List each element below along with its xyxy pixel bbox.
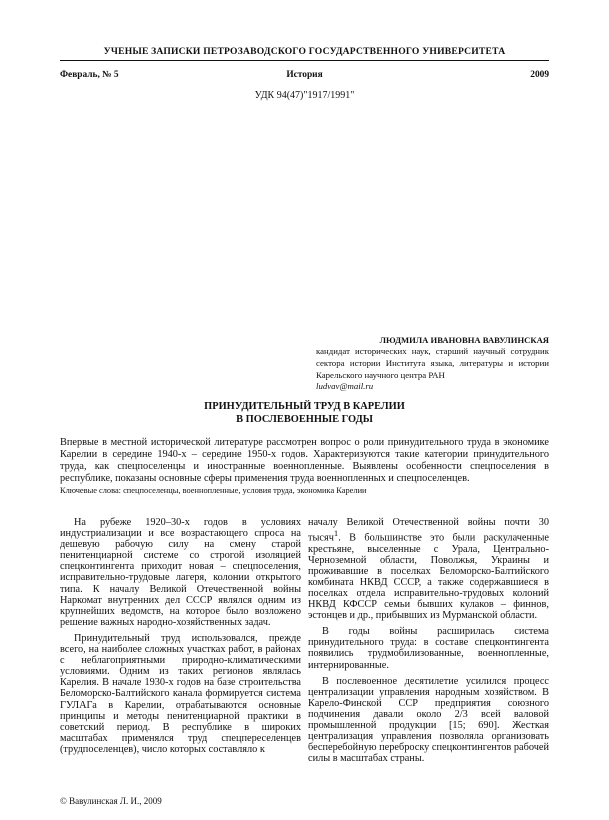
year-label: 2009 <box>530 70 549 80</box>
paragraph: В годы войны расширилась система принудительного труда: в составе спецконтингента появились трудмобилизованные, военнопленные, интернированные. <box>308 626 549 671</box>
paragraph: Принудительный труд использовался, прежде всего, на наиболее сложных участках работ, в районах с неблагоприятными природно-климатическими условиями. Одним из таких регионов являлась Карелия. В начале 1930-х годов на базе строительства Беломорско-Балтийского канала формируется система ГУЛАГа в Карелии, отрабатываются основные принципы и методы пенитенциарной практики в советский период. В республике в широких масштабах применялся труд спецпереселенцев (трудпоселенцев), число которых составляло к <box>60 632 301 755</box>
author-name: ЛЮДМИЛА ИВАНОВНА ВАВУЛИНСКАЯ <box>379 335 549 345</box>
affiliation-line: сектора истории Института языка, литературы и истории <box>316 357 549 368</box>
paragraph <box>308 517 549 621</box>
footnote-ref[interactable]: 1 <box>333 528 339 539</box>
paragraph: В послевоенное десятилетие усилился процесс централизации управления народным хозяйством. В Карело-Финской ССР предприятия союзного подчинения давали около 2/3 всей валовой промышленной продукции [15; 690]. Жесткая централизация управления позволяла организовать бесперебойную переброску спецконтингентов рабочей силы в масштабах страны. <box>308 675 549 765</box>
body-column-left <box>60 517 301 755</box>
author-email[interactable]: ludvav@mail.ru <box>316 381 374 392</box>
keywords: Ключевые слова: спецпоселенцы, военнопленные, условия труда, экономика Карелии <box>60 486 367 495</box>
affiliation-line: кандидат исторических наук, старший научный сотрудник <box>316 346 549 356</box>
udk-code: УДК 94(47)"1917/1991" <box>254 90 355 101</box>
affiliation-line: Карельского научного центра РАН <box>316 369 445 380</box>
paragraph-text: . В большинстве это были раскулаченные крестьяне, выселенные с Урала, Центрально-Черноземной области, Поволжья, Украины и проживавшие в поселках Беломорско-Балтийского комбината НКВД СССР, а также содержавшиеся в поселках отдела исправительно-трудовых колоний НКВД КФССР семьи бывших кулаков – финнов, эстонцев и др., прибывших из Мурманской области. <box>308 532 549 622</box>
paragraph: На рубеже 1920–30-х годов в условиях индустриализации и все возрастающего спроса на дешевую рабочую силу на смену старой пенитенциарной системе со строгой изоляцией спецконтингента приходит новая – спецпоселения, исправительно-трудовые лагеря, колонии открытого типа. К началу Великой Отечественной войны Наркомат внутренних дел СССР являлся одним из крупнейших ведомств, на которое было возложено решение важных народно-хозяйственных задач. <box>60 517 301 628</box>
copyright: © Вавулинская Л. И., 2009 <box>60 796 162 806</box>
issue-label: Февраль, № 5 <box>60 70 119 80</box>
title-line: В ПОСЛЕВОЕННЫЕ ГОДЫ <box>236 414 373 425</box>
author-affiliation <box>316 346 549 393</box>
section-label: История <box>286 70 323 80</box>
abstract: Впервые в местной исторической литературе рассмотрен вопрос о роли принудительного труда в экономике Карелии в середине 1940-х – середине 1950-х годов. Характеризуются такие категории принудительного труда, как спецпоселенцы и иностранные военнопленные. Выявлены особенности спецпоселения в республике, показаны основные сферы применения труда военнопленных и спецпоселенцев. <box>60 437 549 485</box>
header-divider <box>60 60 549 61</box>
paragraph-text: началу Великой Отечественной войны почти 30 тысяч <box>308 517 549 544</box>
article-title <box>0 400 609 426</box>
journal-title: УЧЕНЫЕ ЗАПИСКИ ПЕТРОЗАВОДСКОГО ГОСУДАРСТВЕННОГО УНИВЕРСИТЕТА <box>103 46 506 57</box>
body-column-right <box>308 517 549 764</box>
title-line: ПРИНУДИТЕЛЬНЫЙ ТРУД В КАРЕЛИИ <box>204 401 405 412</box>
